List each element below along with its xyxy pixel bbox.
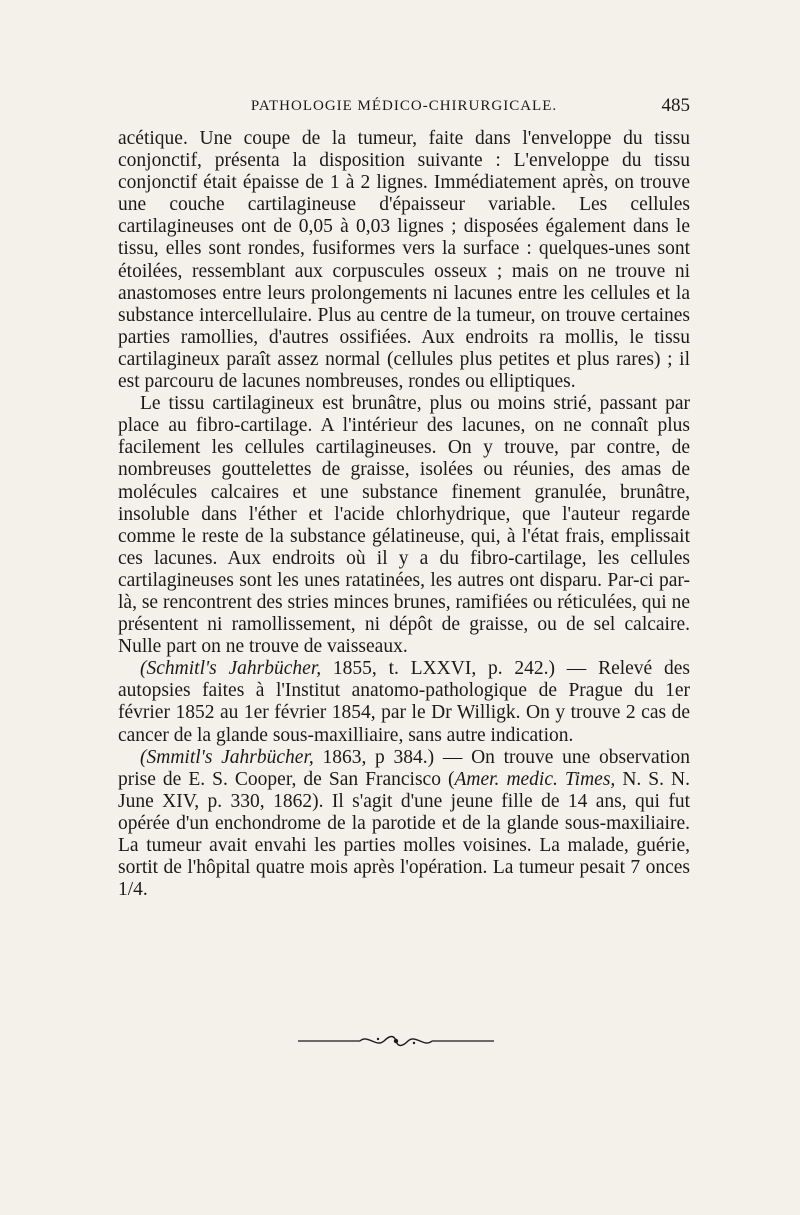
paragraph-3 [118,658,690,746]
paragraph-4 [118,747,690,902]
paragraph-2: Le tissu cartilagineux est brunâtre, plus ou moins strié, passant par place au fibro-cartilage. A l'intérieur des lacunes, on ne connaît plus facilement les cellules cartilagineuses. On y trouve, par contre, de nombreuses gouttelettes de graisse, isolées ou réunies, des amas de molécules calcaires et une substance finement granulée, brunâtre, insoluble dans l'éther et l'acide chlorhydrique, que l'auteur regarde comme le reste de la substance gélatineuse, qui, à l'état frais, emplissait ces lacunes. Aux endroits où il y a du fibro-cartilage, les cellules cartilagineuses sont les unes ratatinées, les autres ont disparu. Par-ci par-là, se rencontrent des stries minces brunes, ramifiées ou réticulées, qui ne présentent ni ramollissement, ni dépôt de graisse, ou de sel calcaire. Nulle part on ne trouve de vaisseaux. [118,393,690,658]
body-text [118,128,690,901]
journal-title: Amer. medic. Times, [454,768,616,790]
ornamental-rule-icon [298,1030,494,1052]
page-number: 485 [661,95,690,116]
page-header [118,95,690,122]
running-head: PATHOLOGIE MÉDICO-CHIRURGICALE. [250,98,558,114]
paragraph-1: acétique. Une coupe de la tumeur, faite dans l'enveloppe du tissu conjonctif, présenta la disposition suivante : L'enveloppe du tissu conjonctif était épaisse de 1 à 2 lignes. Immédiatement après, on trouve une couche cartilagineuse d'épaisseur variable. Les cellules cartilagineuses ont de 0,05 à 0,03 lignes ; disposées également dans le tissu, elles sont rondes, fusiformes vers la surface : quelques-unes sont étoilées, ressemblant aux corpuscules osseux ; mais on ne trouve ni anastomoses entre leurs prolongements ni lacunes entre les cellules et la substance intercellulaire. Plus au centre de la tumeur, on trouve certaines parties ramollies, d'autres ossifiées. Aux endroits ra mollis, le tissu cartilagineux paraît assez normal (cellules plus petites et plus rares) ; il est parcouru de lacunes nombreuses, rondes ou elliptiques. [118,128,690,393]
citation-source: (Schmitl's Jahrbücher, [140,658,322,680]
citation-source: (Smmitl's Jahrbücher, [140,746,314,768]
citation-text: 1863, p 384.) — On trouve une observation prise de E. S. Cooper, de San Francisco ( [118,746,690,790]
citation-text: N. S. N. June XIV, p. 330, 1862). Il s'agit d'une jeune fille de 14 ans, qui fut opérée d'un enchondrome de la parotide et de la glande sous-maxiliaire. La tumeur avait envahi les parties molles voisines. La malade, guérie, sortit de l'hôpital quatre mois après l'opération. La tumeur pesait 7 onces 1/4. [118,768,690,901]
citation-text: 1855, t. LXXVI, p. 242.) — Relevé des autopsies faites à l'Institut anatomo-pathologique de Prague du 1er février 1852 au 1er février 1854, par le Dr Willigk. On y trouve 2 cas de cancer de la glande sous-maxilliaire, sans autre indication. [118,658,690,746]
